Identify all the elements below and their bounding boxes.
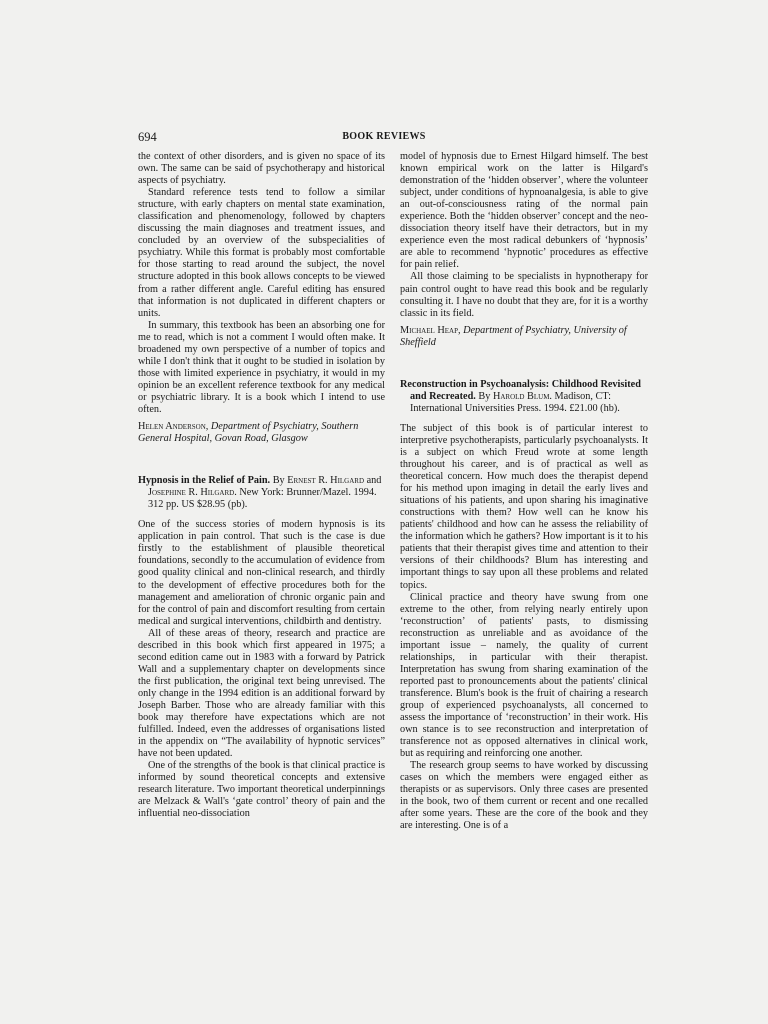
- reviewer-signature: [400, 325, 648, 349]
- review-heading: [138, 475, 385, 511]
- book-author: Harold Blum: [492, 390, 550, 402]
- paragraph: The research group seems to have worked by discussing cases on which the members were engaged either as therapists or as supervisors. Only three cases are presented in the book, two of them current or recent and one recalled after some years. These are the core of the book and they are interesting. One is of a: [400, 760, 648, 832]
- reviewer-affiliation: , Department of Psychiatry, University of Sheffield: [400, 324, 627, 348]
- publisher-info: . New York: Brunner/Mazel. 1994. 312 pp. US $28.95 (pb).: [148, 487, 377, 511]
- reviewer-name: Michael Heap: [400, 324, 458, 336]
- book-title: Reconstruction in Psychoanalysis: Childhood Revisited and Recreated.: [400, 378, 641, 402]
- publisher-info: . Madison, CT: International Universities Press. 1994. £21.00 (hb).: [410, 390, 620, 414]
- paragraph: One of the success stories of modern hypnosis is its application in pain control. That such is the case is due firstly to the establishment of plausible theoretical foundations, secondly to the accumulation of evidence from good quality clinical and non-clinical research, and thirdly to the development of effective procedures both for the management and amelioration of chronic organic pain and for the control of pain and discomfort resulting from certain medical and surgical interventions, childbirth and dentistry.: [138, 519, 385, 627]
- review-heading: [400, 379, 648, 415]
- reviewer-signature: [138, 421, 385, 445]
- book-title: Hypnosis in the Relief of Pain.: [138, 475, 271, 487]
- book-author: Josephine R. Hilgard: [148, 487, 235, 499]
- paragraph: All those claiming to be specialists in hypnotherapy for pain control ought to have read this book and be regularly consulting it. I have no doubt that they are, for it is a worthy classic in its field.: [400, 271, 648, 319]
- heading-text: By: [475, 390, 493, 402]
- book-author: Ernest R. Hilgard: [287, 475, 365, 487]
- reviewer-name: Helen Anderson: [138, 421, 206, 433]
- paragraph: model of hypnosis due to Ernest Hilgard himself. The best known empirical work on the latter is Hilgard's demonstration of the ‘hidden observer’, where the volunteer subject, under conditions of hypnoanalgesia, is able to give an out-of-consciousness rating of the normal pain experience. Both the ‘hidden observer’ concept and the neo-dissociation theory itself have their detractors, but in my experience even the most radical debunkers of ‘hypnosis’ are able to recommend ‘hypnotic’ procedures as effective for pain relief.: [400, 151, 648, 271]
- left-column: [138, 151, 385, 820]
- right-column: [400, 151, 648, 832]
- paragraph: Clinical practice and theory have swung from one extreme to the other, from relying nearly entirely upon ‘reconstruction’ of patients' pasts, to dismissing reconstruction as unreliable and as avoidance of the important issue – namely, the quality of current relationships, in particular with their therapist. Interpretation has swung from sharing examination of the reported past to pronouncements about the patients' clinical transference. Blum's book is the fruit of chairing a research group of experienced psychoanalysts, all concerned to assess the importance of ‘reconstruction’ in their work. His own stance is to see reconstruction and interpretation of transference not as opposed alternatives in clinical work, but as requiring and reinforcing one another.: [400, 591, 648, 760]
- page-header: [138, 130, 630, 146]
- paragraph: The subject of this book is of particular interest to interpretive psychotherapists, particularly psychoanalysts. It is a subject on which Freud wrote at some length throughout his career, and is of practical as well as theoretical concern. How much does the therapist depend for his method upon imaging in detail the early lives and situations of his patients, and upon sharing his imaginative constructions with them? How well can he know his patients' childhood and how can he assess the reliability of the information which he gathers? How important is it to his patients that their therapist gives time and attention to their versions of their childhoods? Blum has interesting and important things to say upon all these problems and related topics.: [400, 422, 648, 591]
- page-number: 694: [138, 130, 157, 144]
- paragraph: Standard reference tests tend to follow a similar structure, with early chapters on mental state examination, classification and phenomenology, followed by chapters discussing the main diagnoses and treatment issues, and concluded by an overview of the subspecialities of psychiatry. While this format is probably most comfortable for those starting to read around the subject, the novel structure adopted in this book allows concepts to be viewed from a rather different angle. Careful editing has ensured that information is not duplicated in different chapters or units.: [138, 187, 385, 319]
- paragraph: In summary, this textbook has been an absorbing one for me to read, which is not a comment I would often make. It broadened my own perspective of a number of topics and while I don't think that it ought to be studied in isolation by those with limited experience in psychiatry, it would in my opinion be an excellent reference textbook for any medical or psychiatric library. It is a book which I intend to use often.: [138, 319, 385, 415]
- heading-text: By: [270, 475, 288, 487]
- reviewer-affiliation: , Department of Psychiatry, Southern General Hospital, Govan Road, Glasgow: [138, 421, 359, 445]
- heading-text: and: [364, 475, 382, 487]
- paragraph: the context of other disorders, and is given no space of its own. The same can be said of psychotherapy and historical aspects of psychiatry.: [138, 151, 385, 187]
- paragraph: All of these areas of theory, research and practice are described in this book which first appeared in 1975; a second edition came out in 1983 with a forward by Patrick Wall and a supplementary chapter on developments since the first publication, the original text being unrevised. The only change in the 1994 edition is an additional forward by Joseph Barber. Those who are already familiar with this book may therefore have expectations which are not fulfilled. Indeed, even the addresses of organisations listed in the appendix on “The availability of hypnotic services” have not been updated.: [138, 627, 385, 760]
- running-head: BOOK REVIEWS: [342, 131, 426, 142]
- paragraph: One of the strengths of the book is that clinical practice is informed by sound theoretical concepts and extensive research literature. Two important theoretical underpinnings are Melzack & Wall's ‘gate control’ theory of pain and the influential neo-dissociation: [138, 760, 385, 820]
